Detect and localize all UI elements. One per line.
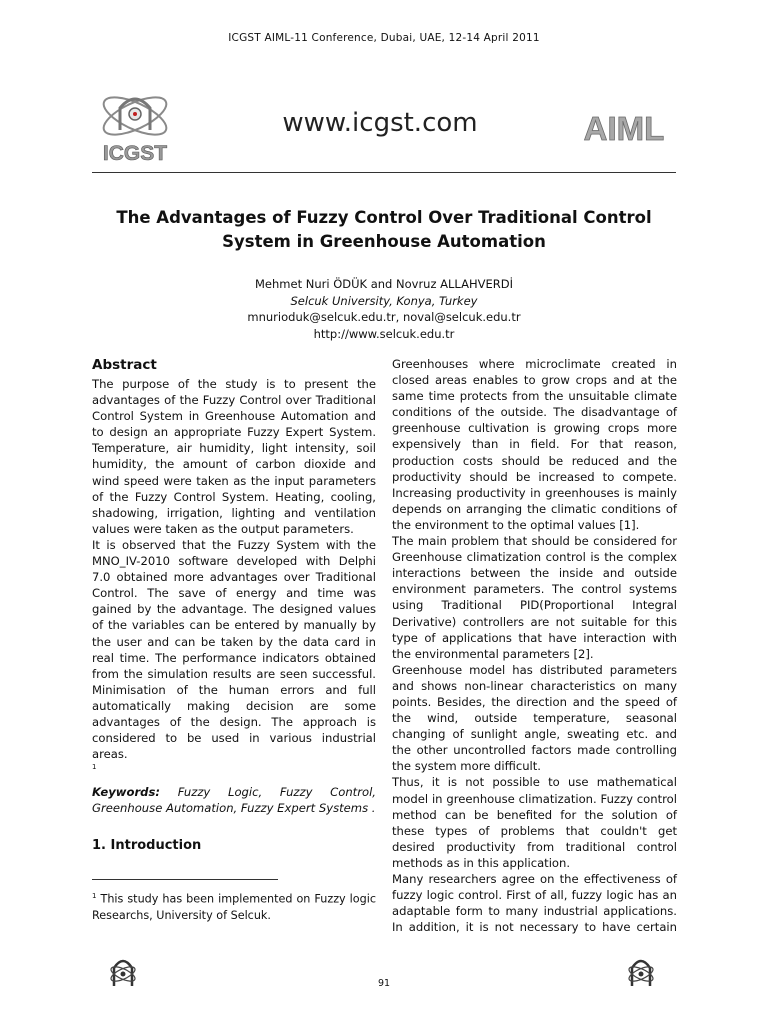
- aiml-logo: [574, 110, 674, 146]
- abstract-paragraph-1: The purpose of the study is to present the advantages of the Fuzzy Control over Traditional Control System in Greenhouse Automation and to design an appropriate Fuzzy Expert System. Temperature, air humidity, light intensity, soil humidity, the amount of carbon dioxide and wind speed were taken as the input parameters of the Fuzzy Control System. Heating, cooling, shadowing, irrigation, lighting and ventilation values were taken as the output parameters.: [92, 377, 376, 536]
- abstract-paragraph-2: It is observed that the Fuzzy System with the MNO_IV-2010 software developed with Delphi 7.0 obtained more advantages over Traditional Control. The save of energy and time was gained by the advantage. The designed values of the variables can be entered by manually by the user and can be taken by the data card in real time. The performance indicators obtained from the simulation results are seen successful. Minimisation of the human errors and full automatically making decision are some advantages of the design. The approach is considered to be used in various industrial areas.: [92, 537, 376, 762]
- footnote-marker: 1: [92, 763, 97, 772]
- intro-paragraph-4: Thus, it is not possible to use mathematical model in greenhouse climatization. Fuzzy control method can be benefited for the solution of these types of problems that couldn't get desired productivity from traditional control methods as in this application.: [392, 775, 677, 870]
- left-column: [92, 356, 376, 855]
- right-column: [392, 356, 677, 935]
- intro-paragraph-2: The main problem that should be considered for Greenhouse climatization control is the complex interactions between the inside and outside environment parameters. The control systems using Traditional PID(Proportional Integral Derivative) controllers are not suitable for this type of applications that have interaction with the environmental parameters [2].: [392, 534, 677, 661]
- footnote-text: This study has been implemented on Fuzzy logic Researchs, University of Selcuk.: [92, 892, 376, 922]
- affiliation: Selcuk University, Konya, Turkey: [290, 293, 478, 308]
- keywords: [92, 784, 376, 816]
- intro-paragraph-3: Greenhouse model has distributed parameters and shows non-linear characteristics on many points. Besides, the direction and the speed of the wind, outside temperature, seasonal changing of sunlight angle, sweating etc. and the other uncontrolled factors made controlling the system more difficult.: [392, 662, 677, 774]
- footnote-number: 1: [92, 892, 97, 900]
- svg-text:ICGST: ICGST: [102, 142, 168, 165]
- keywords-text: Fuzzy Logic, Fuzzy Control, Greenhouse Automation, Fuzzy Expert Systems .: [92, 785, 376, 816]
- svg-text:AIML: AIML: [583, 110, 665, 146]
- website[interactable]: http://www.selcuk.edu.tr: [313, 326, 455, 341]
- intro-paragraph-1: Greenhouses where microclimate created in closed areas enables to grow crops and at the same time protects from the unsuitable climate conditions of the outside. The disadvantage of greenhouse cultivation is growing crops more expensively than in field. For that reason, production costs should be reduced and the productivity should be increased to compete. Increasing productivity in greenhouses is mainly depends on arranging the climatic conditions of the environment to the optimal values [1].: [392, 357, 677, 532]
- author-block: [0, 276, 768, 342]
- header-divider: [92, 172, 676, 173]
- emails: mnurioduk@selcuk.edu.tr, noval@selcuk.edu.tr: [247, 310, 521, 324]
- footnote: [92, 888, 376, 924]
- icgst-logo: [92, 84, 178, 168]
- section-heading-introduction: 1. Introduction: [92, 838, 202, 854]
- website-url: www.icgst.com: [282, 108, 478, 138]
- keywords-label: Keywords:: [92, 785, 160, 800]
- intro-paragraph-5: Many researchers agree on the effectiveness of fuzzy logic control. First of all, fuzzy logic has an adaptable form to many industrial applications. In addition, it is not necessary to have certain: [392, 872, 677, 935]
- footnote-divider: [92, 879, 278, 880]
- footer-logo-right: [626, 954, 656, 988]
- conference-header: ICGST AIML-11 Conference, Dubai, UAE, 12-14 April 2011: [228, 32, 540, 44]
- page-number: 91: [377, 978, 391, 989]
- abstract-heading: Abstract: [92, 357, 157, 373]
- paper-title: The Advantages of Fuzzy Control Over Traditional Control System in Greenhouse Automation: [116, 208, 652, 251]
- authors: Mehmet Nuri ÖDÜK and Novruz ALLAHVERDİ: [255, 277, 513, 291]
